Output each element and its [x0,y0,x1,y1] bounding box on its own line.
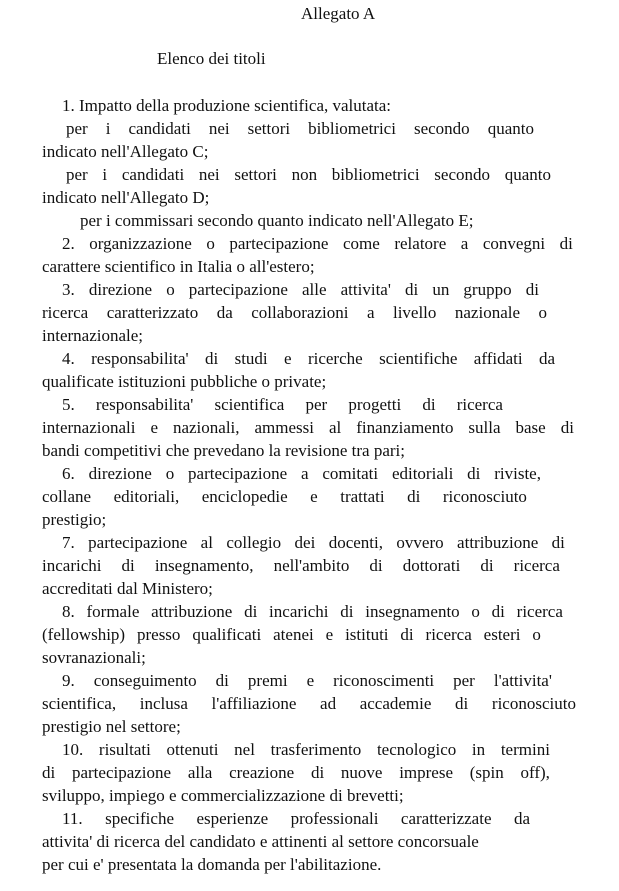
list-line: indicato nell'Allegato D; [42,188,210,207]
list-line: attivita' di ricerca del candidato e attinenti al settore concorsuale [42,832,479,851]
list-line: ricerca caratterizzato da collaborazioni a livello nazionale o [42,303,547,322]
list-line: carattere scientifico in Italia o all'estero; [42,257,315,276]
list-line: 10. risultati ottenuti nel trasferimento tecnologico in termini [62,740,550,759]
list-line: per i candidati nei settori non bibliometrici secondo quanto [66,165,551,184]
list-line: scientifica, inclusa l'affiliazione ad accademie di riconosciuto [42,694,576,713]
list-line: 6. direzione o partecipazione a comitati editoriali di riviste, [62,464,541,483]
list-line: 1. Impatto della produzione scientifica, valutata: [62,96,392,115]
list-line: 2. organizzazione o partecipazione come relatore a convegni di [62,234,573,253]
list-line: sviluppo, impiego e commercializzazione di brevetti; [42,786,404,805]
list-line: per i commissari secondo quanto indicato nell'Allegato E; [80,211,474,230]
list-line: 11. specifiche esperienze professionali caratterizzate da [62,809,530,828]
list-line: 5. responsabilita' scientifica per progetti di ricerca [62,395,503,414]
list-line: internazionale; [42,326,144,345]
list-line: indicato nell'Allegato C; [42,142,209,161]
list-line: di partecipazione alla creazione di nuove imprese (spin off), [42,763,550,782]
list-line: bandi competitivi che prevedano la revisione tra pari; [42,441,406,460]
document-title: Elenco dei titoli [157,49,266,68]
list-line: 7. partecipazione al collegio dei docenti, ovvero attribuzione di [62,533,565,552]
list-line: per cui e' presentata la domanda per l'abilitazione. [42,855,382,874]
list-line: (fellowship) presso qualificati atenei e istituti di ricerca esteri o [42,625,541,644]
list-line: collane editoriali, enciclopedie e trattati di riconosciuto [42,487,527,506]
list-line: prestigio nel settore; [42,717,181,736]
list-line: internazionali e nazionali, ammessi al finanziamento sulla base di [42,418,574,437]
list-line: accreditati dal Ministero; [42,579,213,598]
list-line: 4. responsabilita' di studi e ricerche scientifiche affidati da [62,349,555,368]
list-line: per i candidati nei settori bibliometrici secondo quanto [66,119,534,138]
list-line: qualificate istituzioni pubbliche o private; [42,372,327,391]
list-line: incarichi di insegnamento, nell'ambito di dottorati di ricerca [42,556,560,575]
list-line: 9. conseguimento di premi e riconoscimenti per l'attivita' [62,671,552,690]
annex-label: Allegato A [301,4,376,23]
list-line: sovranazionali; [42,648,146,667]
list-line: 8. formale attribuzione di incarichi di insegnamento o di ricerca [62,602,563,621]
list-line: prestigio; [42,510,107,529]
list-line: 3. direzione o partecipazione alle attivita' di un gruppo di [62,280,539,299]
